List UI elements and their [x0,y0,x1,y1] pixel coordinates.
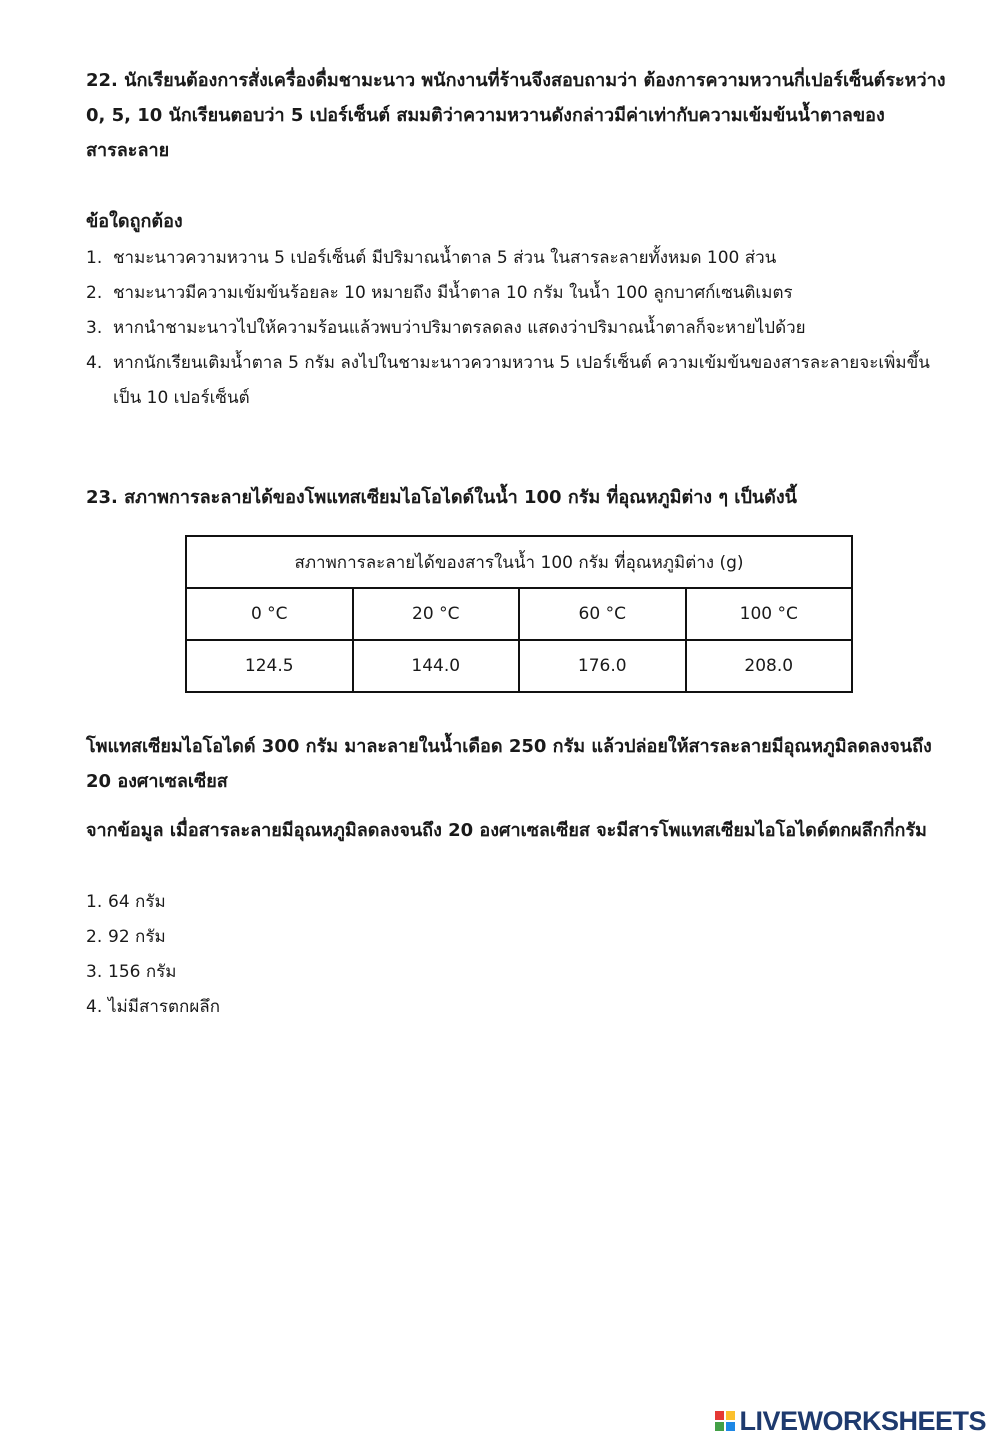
question-22-choices [86,241,952,416]
choice-text: 64 กรัม [108,892,166,912]
question-22-stem: 22. นักเรียนต้องการสั่งเครื่องดื่มชามะนาว พนักงานที่ร้านจึงสอบถามว่า ต้องการความหวานกี่เปอร์เซ็นต์ระหว่าง 0, 5, 10 นักเรียนตอบว่า 5 เปอร์เซ็นต์ สมมติว่าความหวานดังกล่าวมีค่าเท่ากับความเข้มข้นน้ำตาลของสารละลาย [86,70,946,161]
choice-item[interactable] [86,311,952,346]
choice-text: หากนำชามะนาวไปให้ความร้อนแล้วพบว่าปริมาตรลดลง แสดงว่าปริมาณน้ำตาลก็จะหายไปด้วย [113,318,806,338]
question-23-question: จากข้อมูล เมื่อสารละลายมีอุณหภูมิลดลงจนถึง 20 องศาเซลเซียส จะมีสารโพแทสเซียมไอโอไดด์ตกผลึกกี่กรัม [86,820,927,841]
choice-text: หากนักเรียนเติมน้ำตาล 5 กรัม ลงไปในชามะนาวความหวาน 5 เปอร์เซ็นต์ ความเข้มข้นของสารละลายจะเพิ่มขึ้นเป็น 10 เปอร์เซ็นต์ [113,353,930,408]
question-22 [86,63,952,168]
table-cell-value: 176.0 [519,640,686,692]
table-cell-temp: 100 °C [686,588,853,640]
choice-text: 92 กรัม [108,927,166,947]
choice-number: 1. [86,248,103,268]
choice-text: ไม่มีสารตกผลึก [108,997,221,1017]
table-row-temperatures [186,588,852,640]
choice-number: 3. [86,962,103,982]
table-cell-temp: 60 °C [519,588,686,640]
choice-item[interactable] [86,990,952,1025]
choice-number: 4. [86,353,103,373]
question-23-question-block [86,813,952,848]
choice-text: ชามะนาวความหวาน 5 เปอร์เซ็นต์ มีปริมาณน้ำตาล 5 ส่วน ในสารละลายทั้งหมด 100 ส่วน [113,248,777,268]
table-header-row [186,536,852,588]
table-cell-temp: 20 °C [353,588,520,640]
choice-number: 2. [86,927,103,947]
choice-number: 2. [86,283,103,303]
question-22-prompt-block [86,207,952,237]
choice-number: 3. [86,318,103,338]
choice-item[interactable] [86,241,952,276]
question-23-choices [86,885,952,1025]
liveworksheets-logo-text: LIVEWORKSHEETS [739,1405,986,1436]
choice-item[interactable] [86,920,952,955]
logo-square [715,1411,724,1420]
table-cell-value: 144.0 [353,640,520,692]
question-23-situation: โพแทสเซียมไอโอไดด์ 300 กรัม มาละลายในน้ำเดือด 250 กรัม แล้วปล่อยให้สารละลายมีอุณหภูมิลดลงจนถึง 20 องศาเซลเซียส [86,736,932,792]
logo-square [715,1422,724,1431]
choice-number: 1. [86,892,103,912]
choice-item[interactable] [86,885,952,920]
choice-item[interactable] [86,276,952,311]
choice-number: 4. [86,997,103,1017]
logo-square [726,1422,735,1431]
choice-text: ชามะนาวมีความเข้มข้นร้อยละ 10 หมายถึง มีน้ำตาล 10 กรัม ในน้ำ 100 ลูกบาศก์เซนติเมตร [113,283,793,303]
choice-item[interactable] [86,346,952,416]
choice-item[interactable] [86,955,952,990]
solubility-table [185,535,853,693]
table-cell-value: 124.5 [186,640,353,692]
table-cell-temp: 0 °C [186,588,353,640]
table-cell-value: 208.0 [686,640,853,692]
liveworksheets-logo-icon [715,1411,735,1431]
question-23 [86,480,952,515]
logo-square [726,1411,735,1420]
choice-text: 156 กรัม [108,962,177,982]
question-22-prompt: ข้อใดถูกต้อง [86,211,183,232]
table-row-values [186,640,852,692]
liveworksheets-logo[interactable] [715,1406,986,1436]
question-23-stem: 23. สภาพการละลายได้ของโพแทสเซียมไอโอไดด์ในน้ำ 100 กรัม ที่อุณหภูมิต่าง ๆ เป็นดังนี้ [86,487,797,508]
question-23-situation-block [86,729,952,799]
table-title: สภาพการละลายได้ของสารในน้ำ 100 กรัม ที่อุณหภูมิต่าง (g) [186,536,852,588]
